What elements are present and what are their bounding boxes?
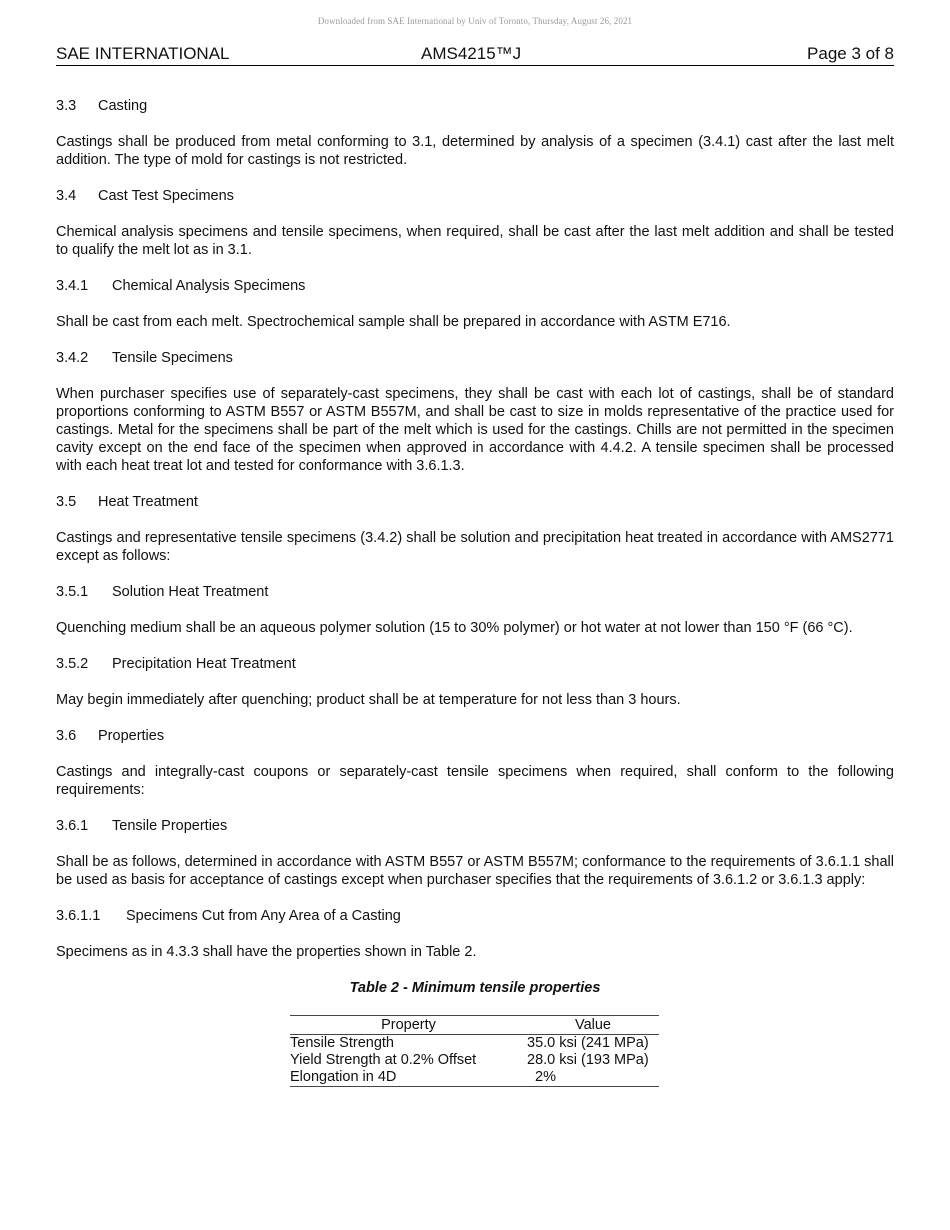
section-title: Heat Treatment	[98, 494, 198, 510]
header-page-number: Page 3 of 8	[807, 44, 894, 63]
section-number: 3.3	[56, 98, 77, 114]
column-header-property: Property	[290, 1016, 527, 1035]
table-cell-property: Tensile Strength	[290, 1035, 394, 1051]
table-cell-value: 2%	[527, 1069, 659, 1087]
section-number: 3.5.1	[56, 584, 89, 600]
section-title: Tensile Properties	[112, 818, 228, 834]
section-number: 3.4.1	[56, 278, 89, 294]
section-title: Properties	[98, 728, 165, 744]
section-number: 3.6.1.1	[56, 908, 101, 924]
section-paragraph: Castings and integrally-cast coupons or separately-cast tensile specimens when required, shall conform to the following requirements:	[56, 764, 894, 798]
section-title: Casting	[98, 98, 148, 114]
section-paragraph: Shall be cast from each melt. Spectrochemical sample shall be prepared in accordance with ASTM E716.	[56, 314, 731, 330]
section-heading	[56, 187, 894, 205]
section-paragraph: When purchaser specifies use of separately-cast specimens, they shall be cast with each lot of castings, shall be of standard proportions conforming to ASTM B557 or ASTM B557M, and shall be cast to size in molds representative of the practice used for castings. Metal for the specimens shall be part of the melt which is used for the castings. Chills are not permitted in the specimen cavity except on the end face of the specimen when approved in accordance with 4.4.2. A tensile specimen shall be processed with each heat treat lot and tested for conformance with 3.6.1.3.	[56, 386, 894, 474]
download-watermark: Downloaded from SAE International by Univ of Toronto, Thursday, August 26, 2021	[317, 16, 633, 26]
section-paragraph: Castings and representative tensile specimens (3.4.2) shall be solution and precipitation heat treated in accordance with AMS2771 except as follows:	[56, 530, 894, 564]
section-paragraph: Castings shall be produced from metal conforming to 3.1, determined by analysis of a specimen (3.4.1) cast after the last melt addition. The type of mold for castings is not restricted.	[56, 134, 894, 168]
section-paragraph: May begin immediately after quenching; product shall be at temperature for not less than 3 hours.	[56, 692, 681, 708]
section-heading	[56, 493, 894, 511]
page-header	[56, 44, 894, 66]
header-document-id: AMS4215™J	[421, 44, 522, 63]
table-row	[290, 1069, 659, 1087]
section-title: Solution Heat Treatment	[112, 584, 269, 600]
section-number: 3.4	[56, 188, 77, 204]
section-title: Specimens Cut from Any Area of a Casting	[126, 908, 401, 924]
section-heading	[56, 655, 894, 673]
section-heading	[56, 277, 894, 295]
header-organization: SAE INTERNATIONAL	[56, 44, 230, 63]
section-number: 3.5	[56, 494, 77, 510]
section-paragraph: Shall be as follows, determined in accordance with ASTM B557 or ASTM B557M; conformance to the requirements of 3.6.1.1 shall be used as basis for acceptance of castings except when purchaser specifies that the requirements of 3.6.1.2 or 3.6.1.3 apply:	[56, 854, 894, 888]
table-cell-property: Elongation in 4D	[290, 1069, 527, 1087]
section-title: Tensile Specimens	[112, 350, 233, 366]
table-cell-value: 28.0 ksi (193 MPa)	[527, 1052, 649, 1068]
table-row	[290, 1035, 659, 1053]
tensile-properties-table	[290, 1015, 659, 1087]
section-heading	[56, 583, 894, 601]
section-paragraph: Specimens as in 4.3.3 shall have the properties shown in Table 2.	[56, 944, 477, 960]
table-cell-property: Yield Strength at 0.2% Offset	[290, 1052, 477, 1068]
document-body	[56, 97, 894, 1087]
section-heading	[56, 817, 894, 835]
section-title: Cast Test Specimens	[98, 188, 234, 204]
section-heading	[56, 349, 894, 367]
section-number: 3.4.2	[56, 350, 89, 366]
table-row	[290, 1052, 659, 1069]
section-title: Precipitation Heat Treatment	[112, 656, 296, 672]
section-number: 3.5.2	[56, 656, 89, 672]
section-heading	[56, 97, 894, 115]
table-cell-value: 35.0 ksi (241 MPa)	[527, 1035, 649, 1051]
table-caption: Table 2 - Minimum tensile properties	[349, 980, 601, 996]
section-heading	[56, 727, 894, 745]
section-number: 3.6.1	[56, 818, 89, 834]
column-header-value: Value	[527, 1016, 659, 1035]
section-number: 3.6	[56, 728, 77, 744]
section-heading	[56, 907, 894, 925]
section-paragraph: Quenching medium shall be an aqueous polymer solution (15 to 30% polymer) or hot water at not lower than 150 °F (66 °C).	[56, 620, 853, 636]
section-paragraph: Chemical analysis specimens and tensile specimens, when required, shall be cast after the last melt addition and shall be tested to qualify the melt lot as in 3.1.	[56, 224, 894, 258]
table-container	[290, 1015, 659, 1087]
section-title: Chemical Analysis Specimens	[112, 278, 306, 294]
table-header-row	[290, 1016, 659, 1035]
